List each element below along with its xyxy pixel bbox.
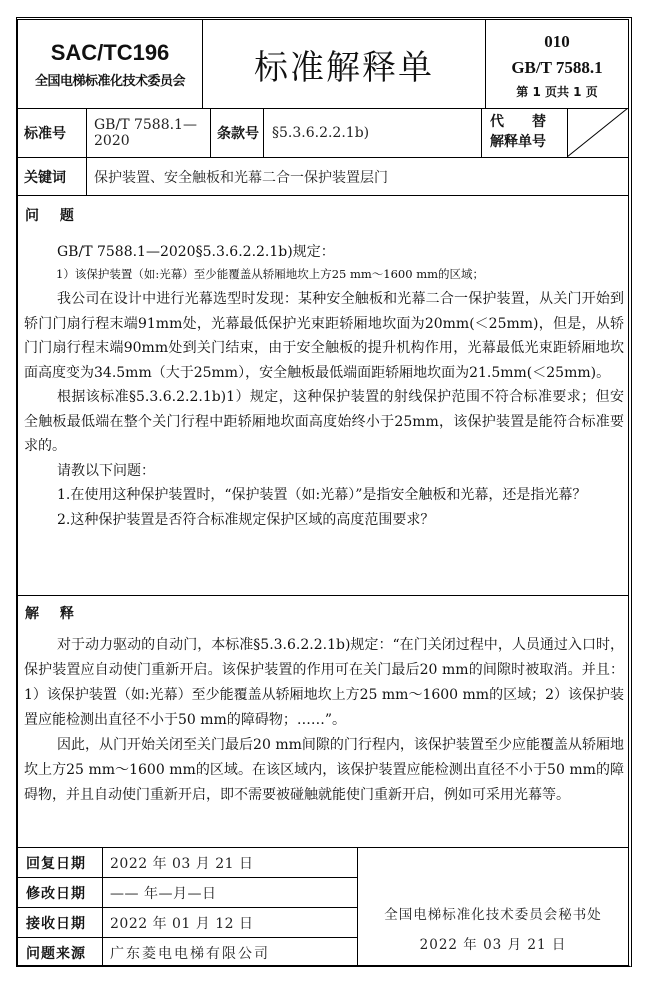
question-paragraph: 2.这种保护装置是否符合标准规定保护区域的高度范围要求？	[57, 511, 435, 528]
standard-label-cell	[24, 109, 86, 157]
org-name: 全国电梯标准化技术委员会	[34, 73, 185, 89]
footer-value-cell	[110, 908, 356, 937]
question-body	[24, 241, 624, 532]
divider	[86, 108, 87, 195]
question-source-label: 问题来源	[26, 945, 86, 962]
answer-body	[24, 633, 624, 808]
org-block	[18, 20, 202, 108]
footer-label-cell	[26, 878, 102, 907]
page-info: 第 1 页共 1 页	[516, 85, 598, 99]
question-paragraph: 1）该保护装置（如:光幕）至少能覆盖从轿厢地坎上方25 mm～1600 mm的区域；	[56, 267, 485, 281]
question-paragraph: 根据该标准§5.3.6.2.2.1b)1）规定，这种保护装置的射线保护范围不符合标准要求；但安全触板最低端在整个关门行程中距轿厢地坎面高度始终小于25mm，该保护装置是能符合标准要求的。	[24, 389, 624, 454]
footer-label-cell	[26, 938, 102, 967]
footer-value-cell	[110, 848, 356, 877]
modify-date-value: —— 年—月—日	[110, 885, 217, 902]
empty-diagonal-cell	[567, 108, 628, 157]
clause-value: §5.3.6.2.2.1b)	[272, 125, 370, 141]
clause-label-cell	[212, 109, 264, 157]
clause-label: 条款号	[217, 126, 259, 142]
question-paragraph: 请教以下问题：	[57, 462, 155, 479]
footer-label-cell	[26, 848, 102, 877]
standard-ref: GB/T 7588.1	[511, 58, 603, 77]
replace-label-cell	[490, 112, 562, 156]
clause-value-cell	[272, 109, 480, 157]
keywords-value-cell	[94, 158, 624, 195]
document-title: 标准解释单	[254, 47, 434, 88]
receive-date-label: 接收日期	[26, 915, 86, 932]
divider	[17, 195, 628, 196]
keywords-value: 保护装置、安全触板和光幕二合一保护装置层门	[94, 169, 388, 186]
reply-date-label: 回复日期	[26, 855, 86, 872]
signature-block	[358, 900, 628, 960]
answer-heading: 解 释	[25, 606, 82, 622]
footer-label-cell	[26, 908, 102, 937]
question-paragraph: GB/T 7588.1—2020§5.3.6.2.2.1b)规定：	[57, 244, 335, 260]
question-source-value: 广东菱电电梯有限公司	[110, 945, 270, 962]
signature-date: 2022 年 03 月 21 日	[419, 937, 567, 953]
receive-date-value: 2022 年 01 月 12 日	[110, 915, 254, 932]
keywords-label-cell	[24, 158, 86, 195]
keywords-label: 关键词	[24, 169, 66, 186]
divider	[481, 108, 482, 157]
answer-paragraph: 对于动力驱动的自动门，本标准§5.3.6.2.2.1b)规定：“在门关闭过程中，人员通过入口时，保护装置应自动使门重新开启。该保护装置的作用可在关门最后20 mm的间隙时被取消。并且：1）该保护装置（如:光幕）至少能覆盖从轿厢地坎上方25 mm～1600 mm的区域；2）该保护装置应能检测出直径不小于50 mm的障碍物；……”。	[24, 637, 624, 728]
replace-label-line1: 代 替	[490, 114, 546, 130]
title-block	[203, 20, 485, 108]
standard-value: GB/T 7588.1—2020	[94, 117, 197, 149]
answer-heading-cell	[25, 603, 125, 625]
question-paragraph: 1.在使用这种保护装置时，“保护装置（如:光幕）”是指安全触板和光幕，还是指光幕？	[57, 487, 587, 503]
modify-date-label: 修改日期	[26, 885, 86, 902]
answer-paragraph: 因此，从门开始关闭至关门最后20 mm间隙的门行程内，该保护装置至少应能覆盖从轿厢地坎上方25 mm～1600 mm的区域。在该区域内，该保护装置应能检测出直径不小于50 mm的障碍物，并且自动使门重新开启，即不需要被碰触就能使门重新开启，例如可采用光幕等。	[24, 737, 624, 803]
question-heading-cell	[25, 205, 125, 227]
divider	[17, 595, 628, 596]
footer-value-cell	[110, 938, 356, 967]
question-paragraph: 我公司在设计中进行光幕选型时发现：某种安全触板和光幕二合一保护装置，从关门开始到轿门门扇行程末端91mm处，光幕最低保护光束距轿厢地坎面为20mm(＜25mm)，但是，从轿门门扇行程末端90mm处到关门结束，由于安全触板的提升机构作用，光幕最低光束距轿厢地坎面高度变为34.5mm（大于25mm），安全触板最低端面距轿厢地坎面为21.5mm(＜25mm)。	[24, 291, 624, 381]
doc-number: 010	[544, 32, 570, 51]
divider	[210, 108, 211, 157]
replace-label-line2: 解释单号	[490, 134, 546, 150]
divider	[263, 108, 264, 157]
footer-value-cell	[110, 878, 356, 907]
standard-value-cell	[94, 109, 210, 157]
org-code: SAC/TC196	[50, 39, 170, 65]
question-heading: 问 题	[25, 208, 82, 224]
standard-label: 标准号	[24, 126, 66, 142]
signature-org: 全国电梯标准化技术委员会秘书处	[384, 907, 602, 923]
reply-date-value: 2022 年 03 月 21 日	[110, 855, 254, 872]
doc-number-block	[486, 24, 628, 108]
